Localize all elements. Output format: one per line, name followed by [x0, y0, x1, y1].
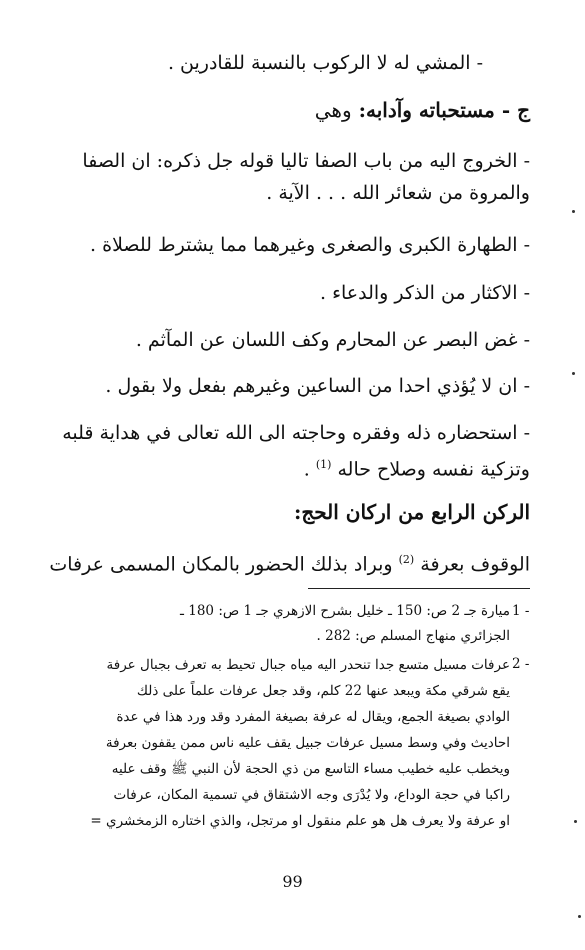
- text-line-10: [304, 452, 530, 482]
- margin-mark: [574, 820, 577, 823]
- text-line-6: - الاكثار من الذكر والدعاء .: [319, 282, 530, 304]
- footnote-2-line-2: يقع شرقي مكة ويبعد عنها 22 كلم، وقد جعل عرفات علماً على ذلك: [136, 683, 510, 699]
- heading-c-tail: وهي: [314, 98, 352, 122]
- footnote-1-line-2: الجزائري منهاج المسلم ص: 282 .: [316, 628, 510, 644]
- page-number: 99: [282, 872, 303, 891]
- footnote-ref-1: (1): [315, 458, 332, 471]
- text-line-3: - الخروج اليه من باب الصفا تاليا قوله جل ذكره: ان الصفا: [82, 150, 530, 172]
- footnote-separator: [308, 588, 530, 589]
- text-line-8: - ان لا يُؤذي احدا من الساعين وغيرهم بفعل ولا بقول .: [105, 375, 530, 397]
- text-line-13-start: الوقوف بعرفة: [420, 553, 530, 576]
- footnote-ref-2: (2): [398, 553, 415, 566]
- footnote-1-number: 1 -: [512, 603, 530, 619]
- margin-mark: [572, 372, 575, 375]
- footnote-2-number: 2 -: [512, 656, 530, 672]
- text-line-4: والمروة من شعائر الله . . . الآية .: [266, 182, 530, 204]
- text-line-10-tail: .: [303, 458, 310, 481]
- text-line-10-body: وتزكية نفسه وصلاح حاله: [337, 458, 530, 481]
- heading-c-text: مستحباته وآدابه:: [358, 98, 495, 122]
- margin-mark: [578, 915, 581, 918]
- footnote-2-line-6: راكبا في حجة الوداع، ولا يُدْرَى وجه الاشتقاق في تسمية المكان، عرفات: [113, 787, 510, 803]
- footnote-1-line-1: ميارة جـ 2 ص: 150 ـ خليل بشرح الازهري جـ 1 ص: 180 ـ: [180, 603, 510, 619]
- heading-c: [315, 98, 530, 122]
- footnote-2-line-5: ويخطب عليه خطيب مساء التاسع من ذي الحجة لأن النبي ﷺ وقف عليه: [111, 761, 510, 777]
- text-line-1: - المشي له لا الركوب بالنسبة للقادرين .: [167, 52, 483, 74]
- footnote-2-line-1: عرفات مسيل متسع جدا تنحدر اليه مياه جبال تحيط به تعرف بجبال عرفة: [106, 657, 510, 673]
- footnote-2-line-7: او عرفة ولا يعرف هل هو علم منقول او مرتجل، والذي اختاره الزمخشري =: [90, 813, 510, 829]
- heading-pillar: الركن الرابع من اركان الحج:: [293, 500, 530, 524]
- text-line-7: - غض البصر عن المحارم وكف اللسان عن المآثم .: [135, 329, 530, 351]
- footnote-2-line-4: احاديث وفي وسط مسيل عرفات جبيل يقف عليه ناس ممن يقفون بعرفة: [105, 735, 510, 751]
- footnote-2-line-3: الوادي بصيغة الجمع، ويقال له عرفة بصيغة المفرد وقد ورد هذا في عدة: [116, 709, 510, 725]
- heading-c-letter: ج -: [501, 98, 530, 122]
- text-line-13: [49, 547, 530, 577]
- text-line-5: - الطهارة الكبرى والصغرى وغيرهما مما يشترط للصلاة .: [90, 234, 530, 256]
- text-line-13-end: وبراد بذلك الحضور بالمكان المسمى عرفات: [49, 553, 393, 576]
- text-line-9: - استحضاره ذله وفقره وحاجته الى الله تعالى في هداية قلبه: [62, 422, 530, 444]
- margin-mark: [572, 210, 575, 213]
